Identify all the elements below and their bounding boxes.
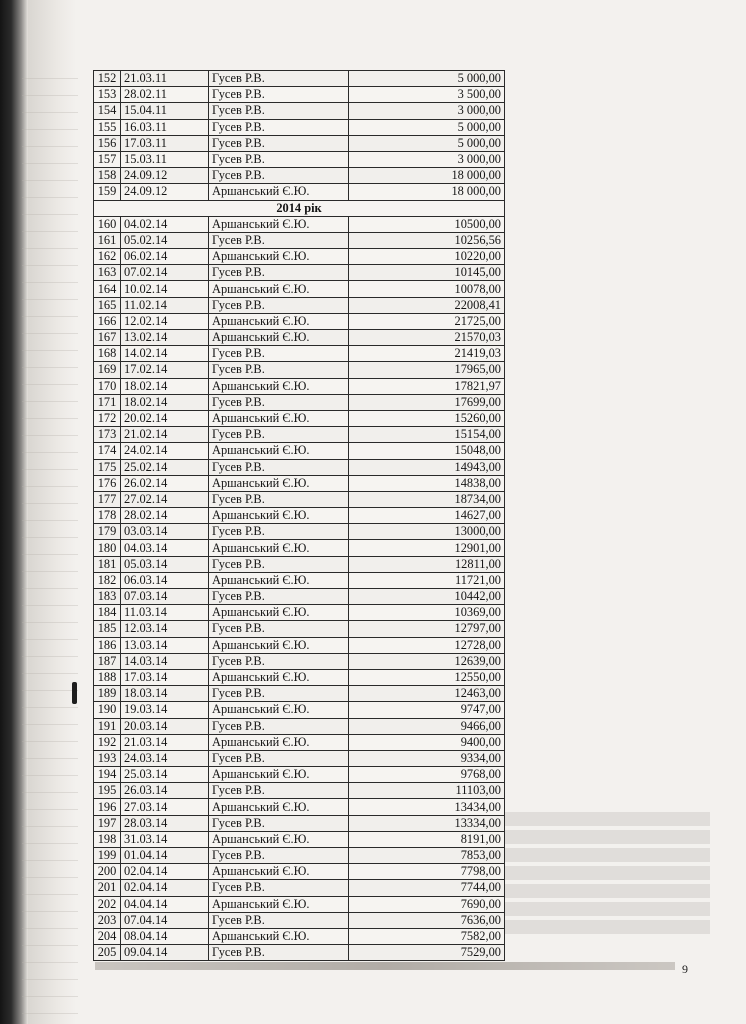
table-row	[94, 184, 505, 200]
table-row	[94, 330, 505, 346]
row-date: 18.02.14	[121, 394, 209, 410]
row-payer: Аршанський Є.Ю.	[209, 281, 349, 297]
table-row	[94, 815, 505, 831]
row-number: 172	[94, 410, 121, 426]
row-payer: Аршанський Є.Ю.	[209, 669, 349, 685]
row-payer: Гусев Р.В.	[209, 297, 349, 313]
table-row	[94, 734, 505, 750]
row-number: 201	[94, 880, 121, 896]
row-date: 24.09.12	[121, 184, 209, 200]
row-payer: Аршанський Є.Ю.	[209, 864, 349, 880]
row-payer: Аршанський Є.Ю.	[209, 216, 349, 232]
table-row	[94, 669, 505, 685]
row-date: 26.03.14	[121, 783, 209, 799]
row-number: 175	[94, 459, 121, 475]
table-row	[94, 928, 505, 944]
row-date: 04.04.14	[121, 896, 209, 912]
row-date: 28.02.11	[121, 87, 209, 103]
row-amount: 14943,00	[349, 459, 505, 475]
row-amount: 22008,41	[349, 297, 505, 313]
row-amount: 9747,00	[349, 702, 505, 718]
row-number: 202	[94, 896, 121, 912]
row-payer: Гусев Р.В.	[209, 119, 349, 135]
row-date: 20.03.14	[121, 718, 209, 734]
row-amount: 12797,00	[349, 621, 505, 637]
row-date: 07.03.14	[121, 589, 209, 605]
row-date: 31.03.14	[121, 831, 209, 847]
row-number: 178	[94, 508, 121, 524]
row-payer: Аршанський Є.Ю.	[209, 184, 349, 200]
row-payer: Аршанський Є.Ю.	[209, 605, 349, 621]
row-payer: Гусев Р.В.	[209, 427, 349, 443]
row-payer: Аршанський Є.Ю.	[209, 637, 349, 653]
row-date: 25.03.14	[121, 767, 209, 783]
row-payer: Гусев Р.В.	[209, 589, 349, 605]
row-number: 173	[94, 427, 121, 443]
row-number: 174	[94, 443, 121, 459]
row-amount: 3 000,00	[349, 103, 505, 119]
row-date: 08.04.14	[121, 928, 209, 944]
row-number: 160	[94, 216, 121, 232]
page-number: 9	[682, 962, 688, 976]
row-amount: 15048,00	[349, 443, 505, 459]
row-number: 153	[94, 87, 121, 103]
row-number: 185	[94, 621, 121, 637]
row-number: 164	[94, 281, 121, 297]
row-date: 04.02.14	[121, 216, 209, 232]
row-payer: Аршанський Є.Ю.	[209, 508, 349, 524]
payments-table-body	[94, 71, 505, 961]
row-payer: Аршанський Є.Ю.	[209, 330, 349, 346]
row-amount: 3 500,00	[349, 87, 505, 103]
row-amount: 7690,00	[349, 896, 505, 912]
table-row	[94, 297, 505, 313]
table-row	[94, 410, 505, 426]
row-amount: 10442,00	[349, 589, 505, 605]
row-number: 200	[94, 864, 121, 880]
row-amount: 21725,00	[349, 313, 505, 329]
row-number: 162	[94, 249, 121, 265]
row-amount: 21419,03	[349, 346, 505, 362]
row-amount: 9466,00	[349, 718, 505, 734]
row-amount: 12463,00	[349, 686, 505, 702]
row-date: 13.03.14	[121, 637, 209, 653]
table-row	[94, 524, 505, 540]
row-date: 13.02.14	[121, 330, 209, 346]
row-payer: Аршанський Є.Ю.	[209, 475, 349, 491]
row-number: 156	[94, 135, 121, 151]
row-date: 20.02.14	[121, 410, 209, 426]
row-amount: 17821,97	[349, 378, 505, 394]
row-number: 192	[94, 734, 121, 750]
row-date: 16.03.11	[121, 119, 209, 135]
row-payer: Аршанський Є.Ю.	[209, 410, 349, 426]
row-date: 15.03.11	[121, 151, 209, 167]
row-amount: 9768,00	[349, 767, 505, 783]
table-row	[94, 589, 505, 605]
row-number: 152	[94, 71, 121, 87]
row-number: 186	[94, 637, 121, 653]
table-row	[94, 945, 505, 961]
row-amount: 9334,00	[349, 750, 505, 766]
binding-clip-mark	[72, 682, 77, 704]
row-date: 27.03.14	[121, 799, 209, 815]
row-amount: 5 000,00	[349, 119, 505, 135]
row-date: 24.03.14	[121, 750, 209, 766]
table-row	[94, 281, 505, 297]
row-amount: 3 000,00	[349, 151, 505, 167]
row-date: 06.03.14	[121, 572, 209, 588]
row-amount: 10256,56	[349, 232, 505, 248]
table-row	[94, 362, 505, 378]
row-payer: Аршанський Є.Ю.	[209, 572, 349, 588]
table-row	[94, 491, 505, 507]
row-number: 158	[94, 168, 121, 184]
row-amount: 7744,00	[349, 880, 505, 896]
table-row	[94, 459, 505, 475]
row-payer: Гусев Р.В.	[209, 750, 349, 766]
row-date: 10.02.14	[121, 281, 209, 297]
row-number: 155	[94, 119, 121, 135]
table-row	[94, 168, 505, 184]
table-row	[94, 135, 505, 151]
row-payer: Аршанський Є.Ю.	[209, 443, 349, 459]
row-date: 21.03.11	[121, 71, 209, 87]
row-number: 195	[94, 783, 121, 799]
row-date: 02.04.14	[121, 864, 209, 880]
row-number: 193	[94, 750, 121, 766]
row-payer: Гусев Р.В.	[209, 653, 349, 669]
table-row	[94, 265, 505, 281]
table-row	[94, 702, 505, 718]
row-number: 187	[94, 653, 121, 669]
row-payer: Гусев Р.В.	[209, 459, 349, 475]
table-row	[94, 103, 505, 119]
table-row	[94, 119, 505, 135]
row-payer: Гусев Р.В.	[209, 265, 349, 281]
row-number: 182	[94, 572, 121, 588]
row-amount: 21570,03	[349, 330, 505, 346]
row-number: 196	[94, 799, 121, 815]
row-date: 17.02.14	[121, 362, 209, 378]
row-payer: Гусев Р.В.	[209, 524, 349, 540]
row-amount: 12901,00	[349, 540, 505, 556]
row-number: 188	[94, 669, 121, 685]
row-date: 02.04.14	[121, 880, 209, 896]
row-amount: 12811,00	[349, 556, 505, 572]
row-amount: 7582,00	[349, 928, 505, 944]
row-number: 167	[94, 330, 121, 346]
row-number: 163	[94, 265, 121, 281]
row-payer: Аршанський Є.Ю.	[209, 734, 349, 750]
row-amount: 12550,00	[349, 669, 505, 685]
row-payer: Гусев Р.В.	[209, 621, 349, 637]
row-amount: 14838,00	[349, 475, 505, 491]
table-row	[94, 556, 505, 572]
row-number: 171	[94, 394, 121, 410]
row-number: 154	[94, 103, 121, 119]
row-payer: Гусев Р.В.	[209, 168, 349, 184]
table-row	[94, 605, 505, 621]
show-through-text-block	[500, 812, 710, 942]
row-amount: 18 000,00	[349, 184, 505, 200]
table-row	[94, 783, 505, 799]
row-number: 203	[94, 912, 121, 928]
row-amount: 9400,00	[349, 734, 505, 750]
row-payer: Гусев Р.В.	[209, 880, 349, 896]
row-amount: 7798,00	[349, 864, 505, 880]
row-amount: 15154,00	[349, 427, 505, 443]
row-payer: Гусев Р.В.	[209, 151, 349, 167]
row-amount: 10369,00	[349, 605, 505, 621]
table-row	[94, 249, 505, 265]
row-amount: 10145,00	[349, 265, 505, 281]
row-amount: 17965,00	[349, 362, 505, 378]
row-date: 28.02.14	[121, 508, 209, 524]
table-row	[94, 750, 505, 766]
table-row	[94, 864, 505, 880]
table-row	[94, 475, 505, 491]
row-number: 179	[94, 524, 121, 540]
row-payer: Гусев Р.В.	[209, 912, 349, 928]
table-row	[94, 799, 505, 815]
row-date: 24.02.14	[121, 443, 209, 459]
table-row	[94, 848, 505, 864]
table-row	[94, 313, 505, 329]
row-amount: 14627,00	[349, 508, 505, 524]
row-date: 14.02.14	[121, 346, 209, 362]
row-payer: Гусев Р.В.	[209, 718, 349, 734]
row-date: 18.03.14	[121, 686, 209, 702]
row-date: 17.03.14	[121, 669, 209, 685]
row-date: 12.03.14	[121, 621, 209, 637]
row-payer: Гусев Р.В.	[209, 783, 349, 799]
table-row	[94, 831, 505, 847]
table-row	[94, 637, 505, 653]
row-date: 26.02.14	[121, 475, 209, 491]
table-row	[94, 443, 505, 459]
row-amount: 11103,00	[349, 783, 505, 799]
row-number: 204	[94, 928, 121, 944]
row-amount: 5 000,00	[349, 71, 505, 87]
row-date: 19.03.14	[121, 702, 209, 718]
row-date: 09.04.14	[121, 945, 209, 961]
row-number: 161	[94, 232, 121, 248]
row-amount: 10078,00	[349, 281, 505, 297]
year-header: 2014 рік	[94, 200, 505, 216]
row-amount: 17699,00	[349, 394, 505, 410]
table-row	[94, 540, 505, 556]
row-number: 159	[94, 184, 121, 200]
row-amount: 12639,00	[349, 653, 505, 669]
row-number: 181	[94, 556, 121, 572]
row-payer: Аршанський Є.Ю.	[209, 896, 349, 912]
table-row	[94, 880, 505, 896]
row-amount: 13334,00	[349, 815, 505, 831]
row-amount: 18 000,00	[349, 168, 505, 184]
row-date: 15.04.11	[121, 103, 209, 119]
row-number: 169	[94, 362, 121, 378]
row-payer: Гусев Р.В.	[209, 815, 349, 831]
row-date: 24.09.12	[121, 168, 209, 184]
row-number: 165	[94, 297, 121, 313]
row-date: 05.02.14	[121, 232, 209, 248]
row-number: 177	[94, 491, 121, 507]
row-number: 199	[94, 848, 121, 864]
row-payer: Аршанський Є.Ю.	[209, 831, 349, 847]
row-number: 191	[94, 718, 121, 734]
row-payer: Гусев Р.В.	[209, 848, 349, 864]
row-payer: Гусев Р.В.	[209, 71, 349, 87]
row-number: 157	[94, 151, 121, 167]
row-date: 21.02.14	[121, 427, 209, 443]
table-row	[94, 378, 505, 394]
row-date: 07.02.14	[121, 265, 209, 281]
row-payer: Гусев Р.В.	[209, 491, 349, 507]
row-amount: 8191,00	[349, 831, 505, 847]
table-row	[94, 394, 505, 410]
row-number: 176	[94, 475, 121, 491]
row-payer: Гусев Р.В.	[209, 556, 349, 572]
row-amount: 15260,00	[349, 410, 505, 426]
row-payer: Гусев Р.В.	[209, 87, 349, 103]
table-row	[94, 912, 505, 928]
row-amount: 13000,00	[349, 524, 505, 540]
row-number: 194	[94, 767, 121, 783]
row-payer: Аршанський Є.Ю.	[209, 799, 349, 815]
scan-bottom-strip	[95, 962, 675, 970]
row-payer: Гусев Р.В.	[209, 362, 349, 378]
row-date: 18.02.14	[121, 378, 209, 394]
row-date: 25.02.14	[121, 459, 209, 475]
row-payer: Гусев Р.В.	[209, 103, 349, 119]
row-date: 11.03.14	[121, 605, 209, 621]
table-row	[94, 508, 505, 524]
table-row	[94, 427, 505, 443]
row-payer: Аршанський Є.Ю.	[209, 313, 349, 329]
year-header-row	[94, 200, 505, 216]
row-date: 11.02.14	[121, 297, 209, 313]
row-payer: Аршанський Є.Ю.	[209, 928, 349, 944]
table-row	[94, 87, 505, 103]
row-payer: Гусев Р.В.	[209, 346, 349, 362]
table-row	[94, 718, 505, 734]
table-row	[94, 346, 505, 362]
row-amount: 7529,00	[349, 945, 505, 961]
table-row	[94, 232, 505, 248]
row-amount: 13434,00	[349, 799, 505, 815]
row-number: 170	[94, 378, 121, 394]
row-date: 14.03.14	[121, 653, 209, 669]
row-amount: 7636,00	[349, 912, 505, 928]
payments-table	[93, 70, 505, 961]
row-date: 12.02.14	[121, 313, 209, 329]
row-number: 198	[94, 831, 121, 847]
table-row	[94, 896, 505, 912]
row-payer: Аршанський Є.Ю.	[209, 702, 349, 718]
table-row	[94, 71, 505, 87]
table-row	[94, 216, 505, 232]
row-amount: 18734,00	[349, 491, 505, 507]
row-payer: Гусев Р.В.	[209, 232, 349, 248]
table-row	[94, 653, 505, 669]
table-row	[94, 572, 505, 588]
row-number: 183	[94, 589, 121, 605]
row-number: 189	[94, 686, 121, 702]
row-amount: 11721,00	[349, 572, 505, 588]
row-payer: Гусев Р.В.	[209, 394, 349, 410]
row-number: 205	[94, 945, 121, 961]
row-payer: Гусев Р.В.	[209, 135, 349, 151]
row-amount: 10500,00	[349, 216, 505, 232]
row-number: 197	[94, 815, 121, 831]
row-date: 28.03.14	[121, 815, 209, 831]
row-date: 07.04.14	[121, 912, 209, 928]
row-date: 21.03.14	[121, 734, 209, 750]
row-date: 05.03.14	[121, 556, 209, 572]
row-date: 27.02.14	[121, 491, 209, 507]
row-date: 03.03.14	[121, 524, 209, 540]
row-number: 184	[94, 605, 121, 621]
row-payer: Аршанський Є.Ю.	[209, 767, 349, 783]
row-number: 190	[94, 702, 121, 718]
table-row	[94, 151, 505, 167]
row-payer: Гусев Р.В.	[209, 686, 349, 702]
row-number: 180	[94, 540, 121, 556]
row-number: 168	[94, 346, 121, 362]
row-date: 04.03.14	[121, 540, 209, 556]
row-number: 166	[94, 313, 121, 329]
row-date: 01.04.14	[121, 848, 209, 864]
row-payer: Аршанський Є.Ю.	[209, 540, 349, 556]
row-amount: 5 000,00	[349, 135, 505, 151]
table-row	[94, 767, 505, 783]
row-date: 17.03.11	[121, 135, 209, 151]
row-amount: 12728,00	[349, 637, 505, 653]
table-row	[94, 621, 505, 637]
row-payer: Аршанський Є.Ю.	[209, 378, 349, 394]
row-amount: 10220,00	[349, 249, 505, 265]
row-date: 06.02.14	[121, 249, 209, 265]
row-payer: Гусев Р.В.	[209, 945, 349, 961]
row-payer: Аршанський Є.Ю.	[209, 249, 349, 265]
show-through-ruling	[22, 62, 78, 962]
row-amount: 7853,00	[349, 848, 505, 864]
table-row	[94, 686, 505, 702]
